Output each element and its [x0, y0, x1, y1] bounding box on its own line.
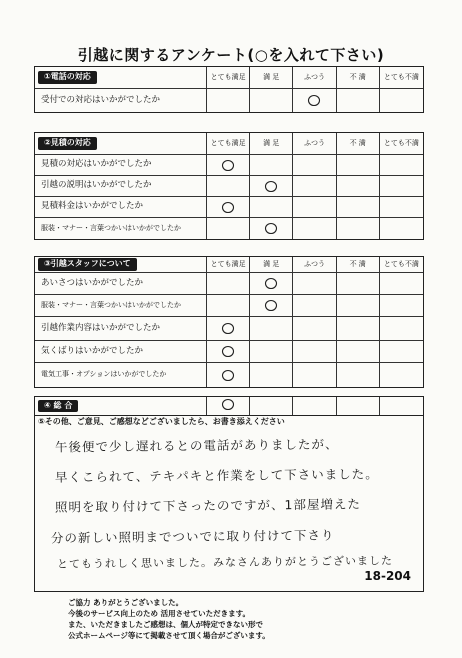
answer-very-satisfied[interactable]	[207, 341, 250, 363]
question-text: 服装・マナー・言葉つかいはいかがでしたか	[35, 295, 207, 317]
answer-neutral[interactable]	[293, 176, 336, 197]
scale-very-satisfied: とても満足	[207, 257, 250, 273]
answer-neutral[interactable]	[293, 197, 336, 218]
answer-satisfied[interactable]	[250, 317, 293, 341]
question-text: あいさつはいかがでしたか	[35, 273, 207, 295]
section-phone	[34, 66, 424, 113]
answer-very-dissatisfied[interactable]	[380, 197, 423, 218]
answer-satisfied[interactable]	[250, 89, 293, 112]
overall-very-satisfied[interactable]	[207, 397, 250, 415]
answer-dissatisfied[interactable]	[337, 363, 380, 387]
answer-very-satisfied[interactable]	[207, 89, 250, 112]
comment-line: 早くこられて、テキパキと作業をして下さいました。	[54, 466, 379, 485]
overall-dissatisfied[interactable]	[337, 397, 380, 415]
section-staff-label: ③引越スタッフについて	[38, 258, 137, 271]
question-text: 引越の説明はいかがでしたか	[35, 176, 207, 197]
overall-neutral[interactable]	[293, 397, 336, 415]
comment-line: 分の新しい照明までついでに取り付けて下さり	[50, 527, 335, 546]
scale-very-dissatisfied: とても不満	[380, 257, 423, 273]
overall-very-dissatisfied[interactable]	[380, 397, 423, 415]
answer-very-satisfied[interactable]	[207, 155, 250, 176]
footer-line: また、いただきましたご感想は、個人が特定できない形で	[68, 619, 263, 629]
scale-satisfied: 満 足	[250, 133, 293, 155]
answer-dissatisfied[interactable]	[337, 89, 380, 112]
scale-very-satisfied: とても満足	[207, 67, 250, 89]
answer-neutral[interactable]	[293, 218, 336, 239]
question-text: 気くばりはいかがでしたか	[35, 341, 207, 363]
scale-neutral: ふつう	[293, 257, 336, 273]
footer-line: 公式ホームページ等にて掲載させて頂く場合がございます。	[68, 630, 270, 640]
answer-neutral[interactable]	[293, 295, 336, 317]
scale-very-dissatisfied: とても不満	[380, 67, 423, 89]
comment-heading: ⑤その他、ご意見、ご感想などございましたら、お書き添えください	[38, 417, 285, 426]
scale-neutral: ふつう	[293, 67, 336, 89]
survey-code: 18-204	[364, 569, 411, 583]
answer-very-dissatisfied[interactable]	[380, 89, 423, 112]
question-text: 見積料金はいかがでしたか	[35, 197, 207, 218]
answer-neutral[interactable]	[293, 273, 336, 295]
question-text: 引越作業内容はいかがでしたか	[35, 317, 207, 341]
circle-mark-icon	[264, 180, 278, 193]
answer-dissatisfied[interactable]	[337, 155, 380, 176]
answer-very-satisfied[interactable]	[207, 317, 250, 341]
answer-very-dissatisfied[interactable]	[380, 176, 423, 197]
scale-very-satisfied: とても満足	[207, 133, 250, 155]
answer-dissatisfied[interactable]	[337, 295, 380, 317]
section-staff	[34, 256, 424, 388]
comment-box[interactable]	[34, 414, 424, 592]
comment-line: 午後便で少し遅れるとの電話がありましたが、	[54, 436, 339, 455]
scale-neutral: ふつう	[293, 133, 336, 155]
answer-satisfied[interactable]	[250, 295, 293, 317]
circle-mark-icon	[221, 369, 235, 382]
overall-satisfied[interactable]	[250, 397, 293, 415]
circle-mark-icon	[221, 322, 235, 335]
circle-mark-icon	[307, 94, 321, 107]
answer-neutral[interactable]	[293, 317, 336, 341]
answer-satisfied[interactable]	[250, 197, 293, 218]
footer-line: 今後のサービス向上のため 活用させていただきます。	[68, 608, 251, 618]
question-text: 服装・マナー・言葉つかいはいかがでしたか	[35, 218, 207, 239]
scale-dissatisfied: 不 満	[337, 133, 380, 155]
answer-very-satisfied[interactable]	[207, 295, 250, 317]
answer-very-dissatisfied[interactable]	[380, 295, 423, 317]
answer-dissatisfied[interactable]	[337, 176, 380, 197]
section-phone-label: ①電話の対応	[38, 71, 97, 84]
answer-very-dissatisfied[interactable]	[380, 273, 423, 295]
answer-very-satisfied[interactable]	[207, 363, 250, 387]
circle-mark-icon	[221, 201, 235, 214]
answer-satisfied[interactable]	[250, 176, 293, 197]
section-estimate-label: ②見積の対応	[38, 137, 97, 150]
footer-note	[68, 598, 270, 642]
question-text: 電気工事・オプションはいかがでしたか	[35, 363, 207, 387]
answer-very-satisfied[interactable]	[207, 176, 250, 197]
section-estimate	[34, 132, 424, 240]
answer-neutral[interactable]	[293, 89, 336, 112]
answer-dissatisfied[interactable]	[337, 317, 380, 341]
comment-line: とてもうれしく思いました。みなさんありがとうございました	[56, 554, 394, 571]
section-overall-label: ④ 総 合	[38, 400, 78, 413]
answer-dissatisfied[interactable]	[337, 218, 380, 239]
answer-very-dissatisfied[interactable]	[380, 155, 423, 176]
circle-mark-icon	[221, 345, 235, 358]
answer-neutral[interactable]	[293, 155, 336, 176]
survey-title: 引越に関するアンケート(○を入れて下さい)	[77, 46, 385, 64]
answer-satisfied[interactable]	[250, 155, 293, 176]
answer-neutral[interactable]	[293, 363, 336, 387]
section-overall	[34, 396, 424, 416]
answer-dissatisfied[interactable]	[337, 273, 380, 295]
circle-mark-icon	[221, 398, 235, 414]
answer-satisfied[interactable]	[250, 363, 293, 387]
circle-mark-icon	[264, 222, 278, 235]
answer-satisfied[interactable]	[250, 341, 293, 363]
answer-satisfied[interactable]	[250, 273, 293, 295]
comment-line: 照明を取り付けて下さったのですが、1部屋増えた	[54, 496, 362, 515]
scale-dissatisfied: 不 満	[337, 257, 380, 273]
scale-very-dissatisfied: とても不満	[380, 133, 423, 155]
answer-very-dissatisfied[interactable]	[380, 317, 423, 341]
answer-dissatisfied[interactable]	[337, 197, 380, 218]
answer-very-satisfied[interactable]	[207, 197, 250, 218]
scale-satisfied: 満 足	[250, 67, 293, 89]
answer-satisfied[interactable]	[250, 218, 293, 239]
circle-mark-icon	[264, 299, 278, 312]
question-text: 見積の対応はいかがでしたか	[35, 155, 207, 176]
answer-very-dissatisfied[interactable]	[380, 363, 423, 387]
question-text: 受付での対応はいかがでしたか	[35, 89, 207, 112]
answer-neutral[interactable]	[293, 341, 336, 363]
answer-very-satisfied[interactable]	[207, 218, 250, 239]
answer-dissatisfied[interactable]	[337, 341, 380, 363]
scale-dissatisfied: 不 満	[337, 67, 380, 89]
answer-very-satisfied[interactable]	[207, 273, 250, 295]
circle-mark-icon	[221, 159, 235, 172]
footer-line: ご協力 ありがとうございました。	[68, 598, 184, 607]
answer-very-dissatisfied[interactable]	[380, 218, 423, 239]
scale-satisfied: 満 足	[250, 257, 293, 273]
circle-mark-icon	[264, 277, 278, 290]
answer-very-dissatisfied[interactable]	[380, 341, 423, 363]
